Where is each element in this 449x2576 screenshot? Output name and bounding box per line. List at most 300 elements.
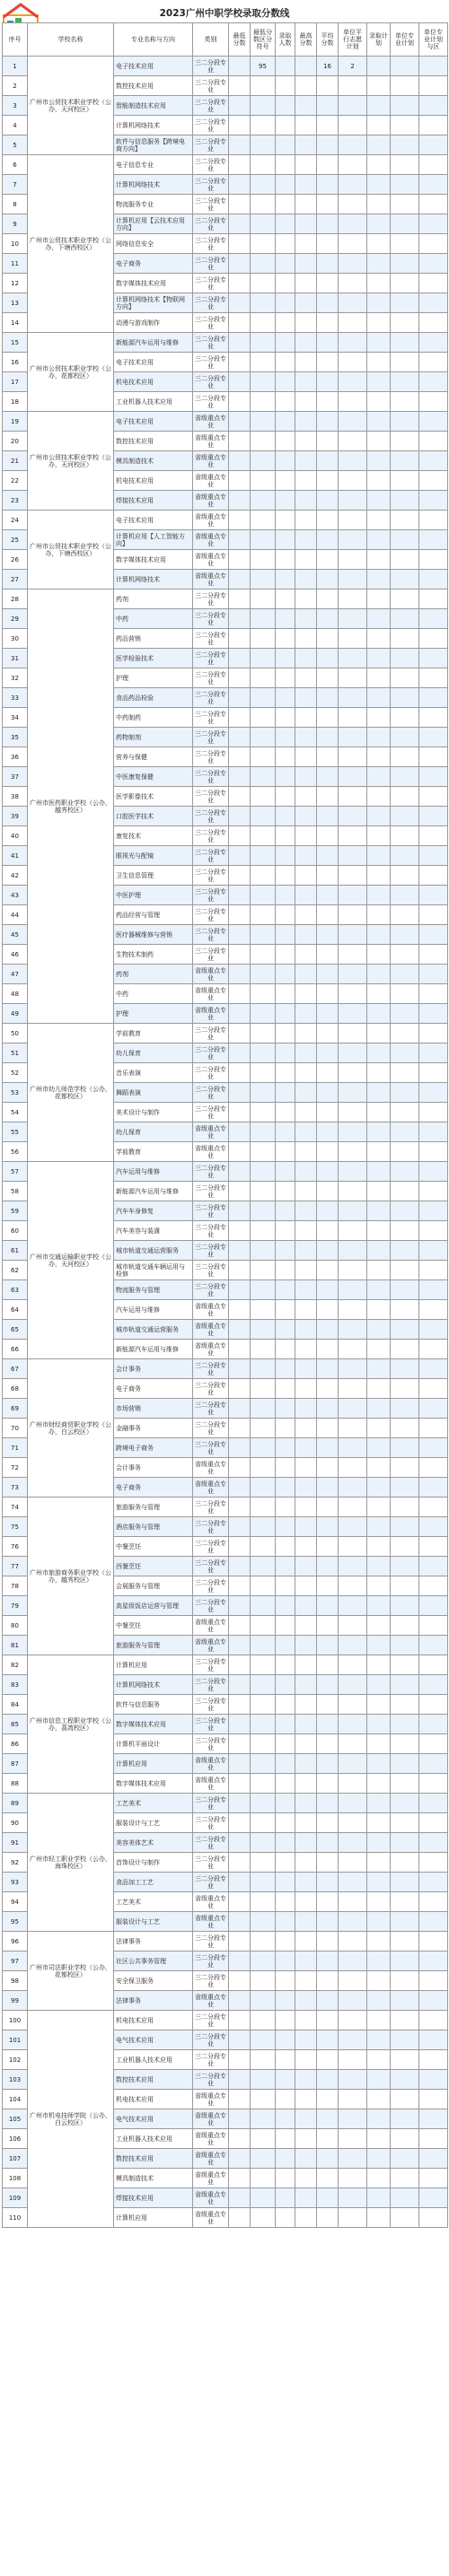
value-cell: [367, 1813, 391, 1833]
major-cell: 模具制造技术: [114, 451, 193, 471]
value-cell: [229, 767, 251, 787]
major-cell: 美术设计与制作: [114, 1103, 193, 1122]
category-cell: 省级重点专业: [193, 432, 229, 451]
value-cell: [229, 945, 251, 965]
value-cell: [339, 1912, 367, 1932]
category-cell: 省级重点专业: [193, 550, 229, 570]
value-cell: [295, 96, 317, 116]
major-cell: 卫生信息管理: [114, 866, 193, 886]
value-cell: [391, 1952, 419, 1971]
value-cell: [419, 392, 448, 412]
value-cell: [419, 2070, 448, 2090]
value-cell: [229, 886, 251, 905]
value-cell: [391, 925, 419, 945]
category-cell: 三二分段专业: [193, 747, 229, 767]
value-cell: [419, 333, 448, 353]
value-cell: [367, 135, 391, 155]
value-cell: [317, 1853, 339, 1873]
value-cell: [295, 254, 317, 274]
category-cell: 三二分段专业: [193, 1952, 229, 1971]
value-cell: [339, 1971, 367, 1991]
value-cell: [295, 1754, 317, 1774]
row-index-cell: 45: [3, 925, 28, 945]
value-cell: [295, 392, 317, 412]
major-cell: 网络信息安全: [114, 234, 193, 254]
value-cell: [295, 1892, 317, 1912]
major-cell: 数字媒体技术应用: [114, 1774, 193, 1794]
major-cell: 焊接技术应用: [114, 2188, 193, 2208]
value-cell: [317, 1024, 339, 1043]
value-cell: [276, 392, 295, 412]
row-index-cell: 71: [3, 1438, 28, 1458]
value-cell: [229, 866, 251, 886]
value-cell: [229, 412, 251, 432]
value-cell: [339, 846, 367, 866]
major-cell: 计算机平面设计: [114, 1734, 193, 1754]
value-cell: [419, 1300, 448, 1320]
row-index-cell: 42: [3, 866, 28, 886]
value-cell: [276, 1063, 295, 1083]
value-cell: [367, 2169, 391, 2188]
value-cell: [367, 1201, 391, 1221]
major-cell: 计算机应用: [114, 1754, 193, 1774]
category-cell: 省级重点专业: [193, 1004, 229, 1024]
value-cell: [419, 2149, 448, 2169]
row-index-cell: 66: [3, 1340, 28, 1359]
major-cell: 药剂: [114, 589, 193, 609]
value-cell: [391, 1971, 419, 1991]
value-cell: [295, 1675, 317, 1695]
value-cell: [229, 195, 251, 214]
value-cell: [419, 313, 448, 333]
value-cell: [367, 1616, 391, 1636]
header-cell: 序号: [3, 23, 28, 57]
value-cell: [295, 432, 317, 451]
value-cell: [276, 491, 295, 511]
value-cell: [367, 333, 391, 353]
value-cell: [339, 2188, 367, 2208]
value-cell: [251, 1241, 276, 1261]
value-cell: [339, 1340, 367, 1359]
category-cell: 省级重点专业: [193, 1912, 229, 1932]
value-cell: [276, 550, 295, 570]
value-cell: [295, 1004, 317, 1024]
value-cell: [276, 2129, 295, 2149]
value-cell: [276, 1576, 295, 1596]
value-cell: [317, 353, 339, 372]
major-cell: 模具制造技术: [114, 2169, 193, 2188]
row-index-cell: 43: [3, 886, 28, 905]
category-cell: 省级重点专业: [193, 2169, 229, 2188]
value-cell: [367, 412, 391, 432]
value-cell: [317, 1813, 339, 1833]
value-cell: [391, 1399, 419, 1419]
value-cell: [391, 1359, 419, 1379]
value-cell: [317, 1774, 339, 1794]
row-index-cell: 55: [3, 1122, 28, 1142]
table-row: [3, 1024, 448, 1043]
value-cell: [317, 1340, 339, 1359]
row-index-cell: 8: [3, 195, 28, 214]
value-cell: [391, 491, 419, 511]
major-cell: 食品药品检验: [114, 688, 193, 708]
row-index-cell: 57: [3, 1162, 28, 1182]
major-cell: 电子技术应用: [114, 511, 193, 530]
value-cell: [391, 1774, 419, 1794]
value-cell: [339, 1576, 367, 1596]
category-cell: 三二分段专业: [193, 1103, 229, 1122]
category-cell: 三二分段专业: [193, 1359, 229, 1379]
value-cell: [276, 1162, 295, 1182]
value-cell: [276, 1241, 295, 1261]
major-cell: 护理: [114, 668, 193, 688]
value-cell: [367, 668, 391, 688]
row-index-cell: 47: [3, 965, 28, 984]
value-cell: [317, 1794, 339, 1813]
row-index-cell: 30: [3, 629, 28, 649]
value-cell: [317, 293, 339, 313]
value-cell: [391, 905, 419, 925]
row-index-cell: 67: [3, 1359, 28, 1379]
value-cell: [251, 1063, 276, 1083]
value-cell: [419, 1103, 448, 1122]
value-cell: [367, 1675, 391, 1695]
value-cell: [276, 1122, 295, 1142]
category-cell: 省级重点专业: [193, 965, 229, 984]
value-cell: [391, 1991, 419, 2011]
major-cell: 酒店服务与管理: [114, 1517, 193, 1537]
value-cell: [317, 1379, 339, 1399]
value-cell: [276, 1971, 295, 1991]
value-cell: [276, 293, 295, 313]
value-cell: [367, 214, 391, 234]
value-cell: [317, 1142, 339, 1162]
header-cell: 平均分数: [317, 23, 339, 57]
value-cell: [276, 1300, 295, 1320]
value-cell: [251, 1971, 276, 1991]
value-cell: [339, 1892, 367, 1912]
value-cell: [317, 313, 339, 333]
category-cell: 三二分段专业: [193, 1734, 229, 1754]
value-cell: [229, 1320, 251, 1340]
value-cell: [251, 1359, 276, 1379]
value-cell: [251, 1043, 276, 1063]
row-index-cell: 7: [3, 175, 28, 195]
value-cell: [317, 1576, 339, 1596]
value-cell: [317, 1596, 339, 1616]
value-cell: [276, 767, 295, 787]
value-cell: [419, 1636, 448, 1655]
row-index-cell: 33: [3, 688, 28, 708]
value-cell: [251, 1833, 276, 1853]
value-cell: [367, 471, 391, 491]
value-cell: [276, 1715, 295, 1734]
value-cell: [367, 1892, 391, 1912]
value-cell: [339, 629, 367, 649]
category-cell: 三二分段专业: [193, 905, 229, 925]
category-cell: 三二分段专业: [193, 1695, 229, 1715]
major-cell: 计算机网络技术【物联网方向】: [114, 293, 193, 313]
value-cell: [339, 708, 367, 728]
row-index-cell: 69: [3, 1399, 28, 1419]
row-index-cell: 28: [3, 589, 28, 609]
value-cell: [276, 1655, 295, 1675]
major-cell: 医学影像技术: [114, 787, 193, 807]
major-cell: 学前教育: [114, 1024, 193, 1043]
row-index-cell: 101: [3, 2030, 28, 2050]
major-cell: 社区公共事务管理: [114, 1952, 193, 1971]
value-cell: [276, 1616, 295, 1636]
major-cell: 医学检验技术: [114, 649, 193, 668]
major-cell: 工艺美术: [114, 1794, 193, 1813]
row-index-cell: 83: [3, 1675, 28, 1695]
category-cell: 三二分段专业: [193, 1024, 229, 1043]
value-cell: [295, 1162, 317, 1182]
value-cell: [317, 2011, 339, 2030]
value-cell: [391, 76, 419, 96]
value-cell: [317, 1971, 339, 1991]
value-cell: [367, 1162, 391, 1182]
value-cell: [367, 787, 391, 807]
value-cell: [276, 1557, 295, 1576]
value-cell: [391, 1438, 419, 1458]
value-cell: [295, 1952, 317, 1971]
value-cell: [339, 1952, 367, 1971]
value-cell: [251, 1122, 276, 1142]
value-cell: [251, 392, 276, 412]
value-cell: [391, 1162, 419, 1182]
value-cell: [229, 2129, 251, 2149]
table-row: [3, 589, 448, 609]
value-cell: [391, 1833, 419, 1853]
value-cell: [317, 214, 339, 234]
value-cell: [276, 886, 295, 905]
value-cell: [339, 925, 367, 945]
value-cell: [251, 550, 276, 570]
value-cell: [419, 787, 448, 807]
value-cell: [295, 1734, 317, 1754]
value-cell: [339, 1399, 367, 1419]
value-cell: [419, 668, 448, 688]
major-cell: 医疗器械维修与营销: [114, 925, 193, 945]
value-cell: [229, 925, 251, 945]
value-cell: [367, 965, 391, 984]
category-cell: 三二分段专业: [193, 135, 229, 155]
value-cell: [317, 1221, 339, 1241]
value-cell: [251, 886, 276, 905]
value-cell: [251, 76, 276, 96]
value-cell: [317, 2050, 339, 2070]
value-cell: [419, 214, 448, 234]
value-cell: [251, 905, 276, 925]
major-cell: 电子技术应用: [114, 412, 193, 432]
value-cell: [367, 1853, 391, 1873]
value-cell: [367, 1734, 391, 1754]
value-cell: [339, 984, 367, 1004]
value-cell: [339, 1853, 367, 1873]
value-cell: [367, 1596, 391, 1616]
value-cell: [251, 1794, 276, 1813]
row-index-cell: 64: [3, 1300, 28, 1320]
value-cell: [339, 392, 367, 412]
major-cell: 眼视光与配镜: [114, 846, 193, 866]
value-cell: [229, 2011, 251, 2030]
value-cell: [317, 846, 339, 866]
category-cell: 三二分段专业: [193, 1241, 229, 1261]
value-cell: [276, 747, 295, 767]
value-cell: [276, 965, 295, 984]
value-cell: [251, 807, 276, 826]
value-cell: [317, 175, 339, 195]
value-cell: [367, 1419, 391, 1438]
category-cell: 三二分段专业: [193, 1794, 229, 1813]
value-cell: [367, 1557, 391, 1576]
value-cell: [229, 649, 251, 668]
value-cell: [229, 1340, 251, 1359]
row-index-cell: 31: [3, 649, 28, 668]
value-cell: [339, 155, 367, 175]
value-cell: [317, 1833, 339, 1853]
value-cell: [391, 471, 419, 491]
value-cell: [229, 274, 251, 293]
value-cell: [367, 1655, 391, 1675]
value-cell: [229, 1261, 251, 1280]
value-cell: [276, 1952, 295, 1971]
value-cell: [391, 609, 419, 629]
value-cell: [339, 1557, 367, 1576]
value-cell: [339, 1024, 367, 1043]
value-cell: [251, 570, 276, 589]
value-cell: [339, 787, 367, 807]
value-cell: [339, 96, 367, 116]
value-cell: [295, 965, 317, 984]
major-cell: 口腔医学技术: [114, 807, 193, 826]
category-cell: 三二分段专业: [193, 649, 229, 668]
row-index-cell: 89: [3, 1794, 28, 1813]
value-cell: [419, 1557, 448, 1576]
value-cell: [339, 2030, 367, 2050]
value-cell: [295, 1715, 317, 1734]
value-cell: [251, 412, 276, 432]
category-cell: 三二分段专业: [193, 1182, 229, 1201]
value-cell: [367, 1024, 391, 1043]
category-cell: 三二分段专业: [193, 589, 229, 609]
value-cell: [229, 807, 251, 826]
category-cell: 三二分段专业: [193, 1557, 229, 1576]
value-cell: [295, 767, 317, 787]
value-cell: [317, 530, 339, 550]
major-cell: 幼儿保育: [114, 1043, 193, 1063]
value-cell: [367, 432, 391, 451]
value-cell: [391, 2070, 419, 2090]
row-index-cell: 18: [3, 392, 28, 412]
row-index-cell: 65: [3, 1320, 28, 1340]
value-cell: [339, 1419, 367, 1438]
value-cell: [276, 905, 295, 925]
value-cell: [391, 1004, 419, 1024]
value-cell: [419, 2129, 448, 2149]
category-cell: 三二分段专业: [193, 76, 229, 96]
value-cell: [391, 1241, 419, 1261]
value-cell: [317, 2188, 339, 2208]
value-cell: [251, 1083, 276, 1103]
table-row: [3, 333, 448, 353]
category-cell: 省级重点专业: [193, 1122, 229, 1142]
value-cell: [317, 1063, 339, 1083]
row-index-cell: 32: [3, 668, 28, 688]
value-cell: [317, 886, 339, 905]
value-cell: [295, 1971, 317, 1991]
value-cell: [367, 1063, 391, 1083]
value-cell: [276, 1182, 295, 1201]
table-row: [3, 1932, 448, 1952]
value-cell: [391, 1280, 419, 1300]
value-cell: [276, 1853, 295, 1873]
major-cell: 安全保卫服务: [114, 1971, 193, 1991]
value-cell: [251, 1498, 276, 1517]
value-cell: [391, 945, 419, 965]
category-cell: 三二分段专业: [193, 214, 229, 234]
value-cell: [276, 1280, 295, 1300]
major-cell: 数控技术应用: [114, 2070, 193, 2090]
value-cell: [339, 1103, 367, 1122]
value-cell: [229, 511, 251, 530]
school-name-cell: 广州市医药职业学校（公办，越秀校区）: [28, 589, 114, 1024]
row-index-cell: 50: [3, 1024, 28, 1043]
value-cell: [367, 767, 391, 787]
value-cell: [317, 1419, 339, 1438]
major-cell: 服装设计与工艺: [114, 1813, 193, 1833]
category-cell: 三二分段专业: [193, 274, 229, 293]
value-cell: [276, 2149, 295, 2169]
value-cell: [391, 649, 419, 668]
major-cell: 工业机器人技术应用: [114, 392, 193, 412]
value-cell: [317, 1182, 339, 1201]
value-cell: [367, 1043, 391, 1063]
category-cell: 三二分段专业: [193, 57, 229, 76]
table-row: [3, 511, 448, 530]
major-cell: 计算机网络技术: [114, 175, 193, 195]
row-index-cell: 106: [3, 2129, 28, 2149]
school-name-cell: 广州市公贸技术职业学校（公办，下塘西校区）: [28, 511, 114, 589]
category-cell: 三二分段专业: [193, 313, 229, 333]
value-cell: [391, 432, 419, 451]
value-cell: [276, 1813, 295, 1833]
value-cell: [391, 2208, 419, 2228]
value-cell: [339, 1833, 367, 1853]
value-cell: [295, 1320, 317, 1340]
value-cell: [229, 1734, 251, 1754]
value-cell: [276, 609, 295, 629]
value-cell: [229, 1063, 251, 1083]
category-cell: 三二分段专业: [193, 767, 229, 787]
value-cell: [419, 826, 448, 846]
value-cell: [391, 511, 419, 530]
value-cell: [391, 1892, 419, 1912]
value-cell: [251, 155, 276, 175]
value-cell: [229, 1873, 251, 1892]
value-cell: [229, 747, 251, 767]
major-cell: 高星级饭店运营与管理: [114, 1596, 193, 1616]
category-cell: 三二分段专业: [193, 629, 229, 649]
value-cell: [419, 747, 448, 767]
row-index-cell: 5: [3, 135, 28, 155]
value-cell: [276, 511, 295, 530]
value-cell: [339, 451, 367, 471]
value-cell: [419, 1517, 448, 1537]
table-header-row: [3, 23, 448, 57]
row-index-cell: 87: [3, 1754, 28, 1774]
